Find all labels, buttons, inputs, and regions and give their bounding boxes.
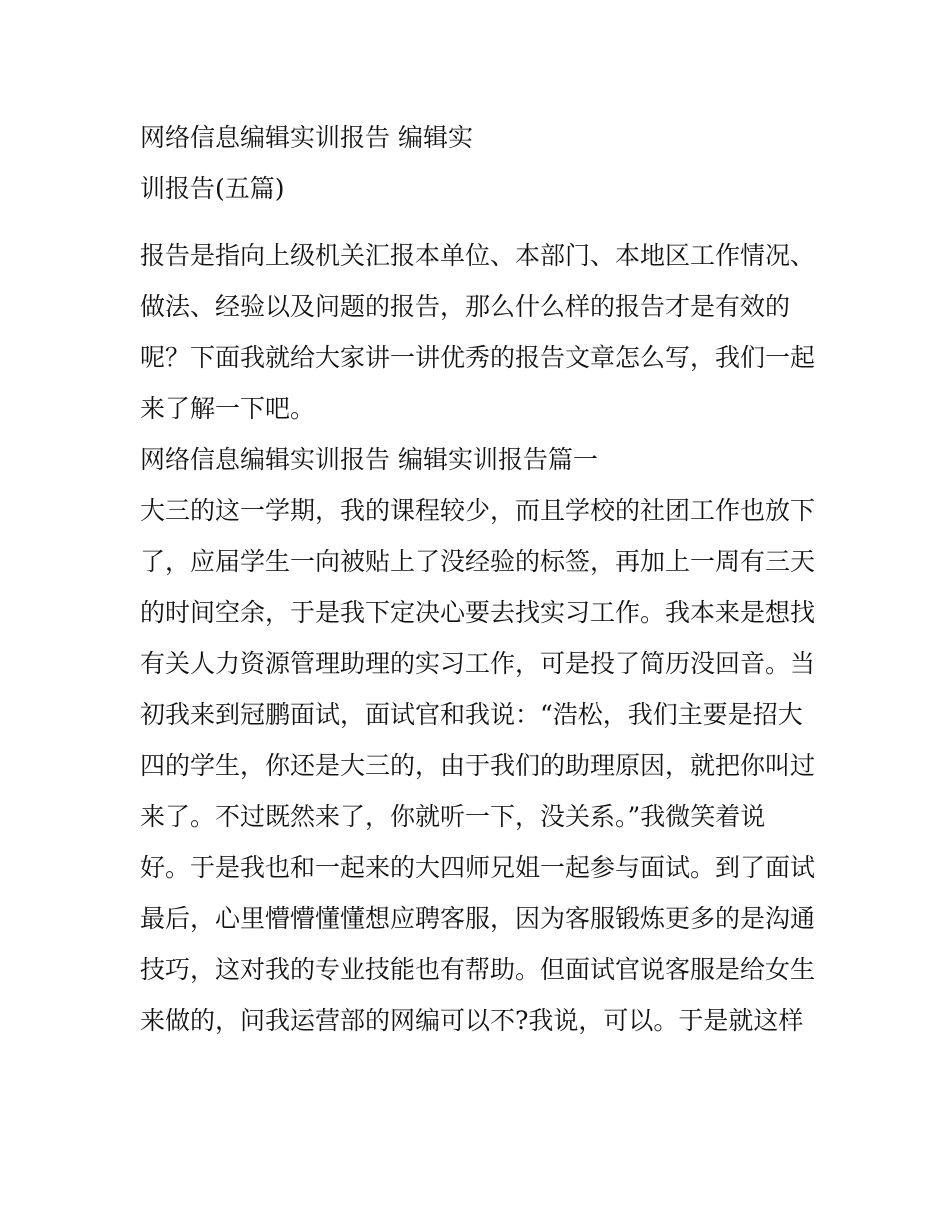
intro-line: 报告是指向上级机关汇报本单位、本部门、本地区工作情况、 bbox=[140, 241, 816, 270]
body-line: 来做的，问我运营部的网编可以不?我说，可以。于是就这样 bbox=[140, 1006, 804, 1035]
body-line: 技巧，这对我的专业技能也有帮助。但面试官说客服是给女生 bbox=[140, 955, 816, 984]
section-heading: 网络信息编辑实训报告 编辑实训报告篇一 bbox=[140, 445, 598, 474]
body-line: 了，应届学生一向被贴上了没经验的标签，再加上一周有三天 bbox=[140, 547, 816, 576]
body-paragraph bbox=[140, 485, 816, 1046]
body-line: 的时间空余，于是我下定决心要去找实习工作。我本来是想找 bbox=[140, 598, 816, 627]
intro-paragraph bbox=[140, 230, 816, 434]
body-line: 最后，心里懵懵懂懂想应聘客服，因为客服锻炼更多的是沟通 bbox=[140, 904, 816, 933]
body-line: 有关人力资源管理助理的实习工作，可是投了简历没回音。当 bbox=[140, 649, 816, 678]
document-title bbox=[140, 112, 812, 214]
body-line: 来了。不过既然来了，你就听一下，没关系。”我微笑着说 bbox=[140, 802, 766, 831]
body-line: 四的学生，你还是大三的，由于我们的助理原因，就把你叫过 bbox=[140, 751, 816, 780]
intro-line: 来了解一下吧。 bbox=[140, 394, 316, 423]
title-line: 训报告(五篇) bbox=[140, 174, 285, 203]
body-line: 好。于是我也和一起来的大四师兄姐一起参与面试。到了面试 bbox=[140, 853, 816, 882]
intro-line: 做法、经验以及问题的报告，那么什么样的报告才是有效的 bbox=[140, 292, 791, 321]
body-line: 大三的这一学期，我的课程较少，而且学校的社团工作也放下 bbox=[140, 496, 816, 525]
title-line: 网络信息编辑实训报告 编辑实 bbox=[140, 123, 473, 152]
body-line: 初我来到冠鹏面试，面试官和我说：“浩松，我们主要是招大 bbox=[140, 700, 803, 729]
document-page bbox=[140, 112, 816, 1046]
intro-line: 呢？下面我就给大家讲一讲优秀的报告文章怎么写，我们一起 bbox=[140, 343, 816, 372]
